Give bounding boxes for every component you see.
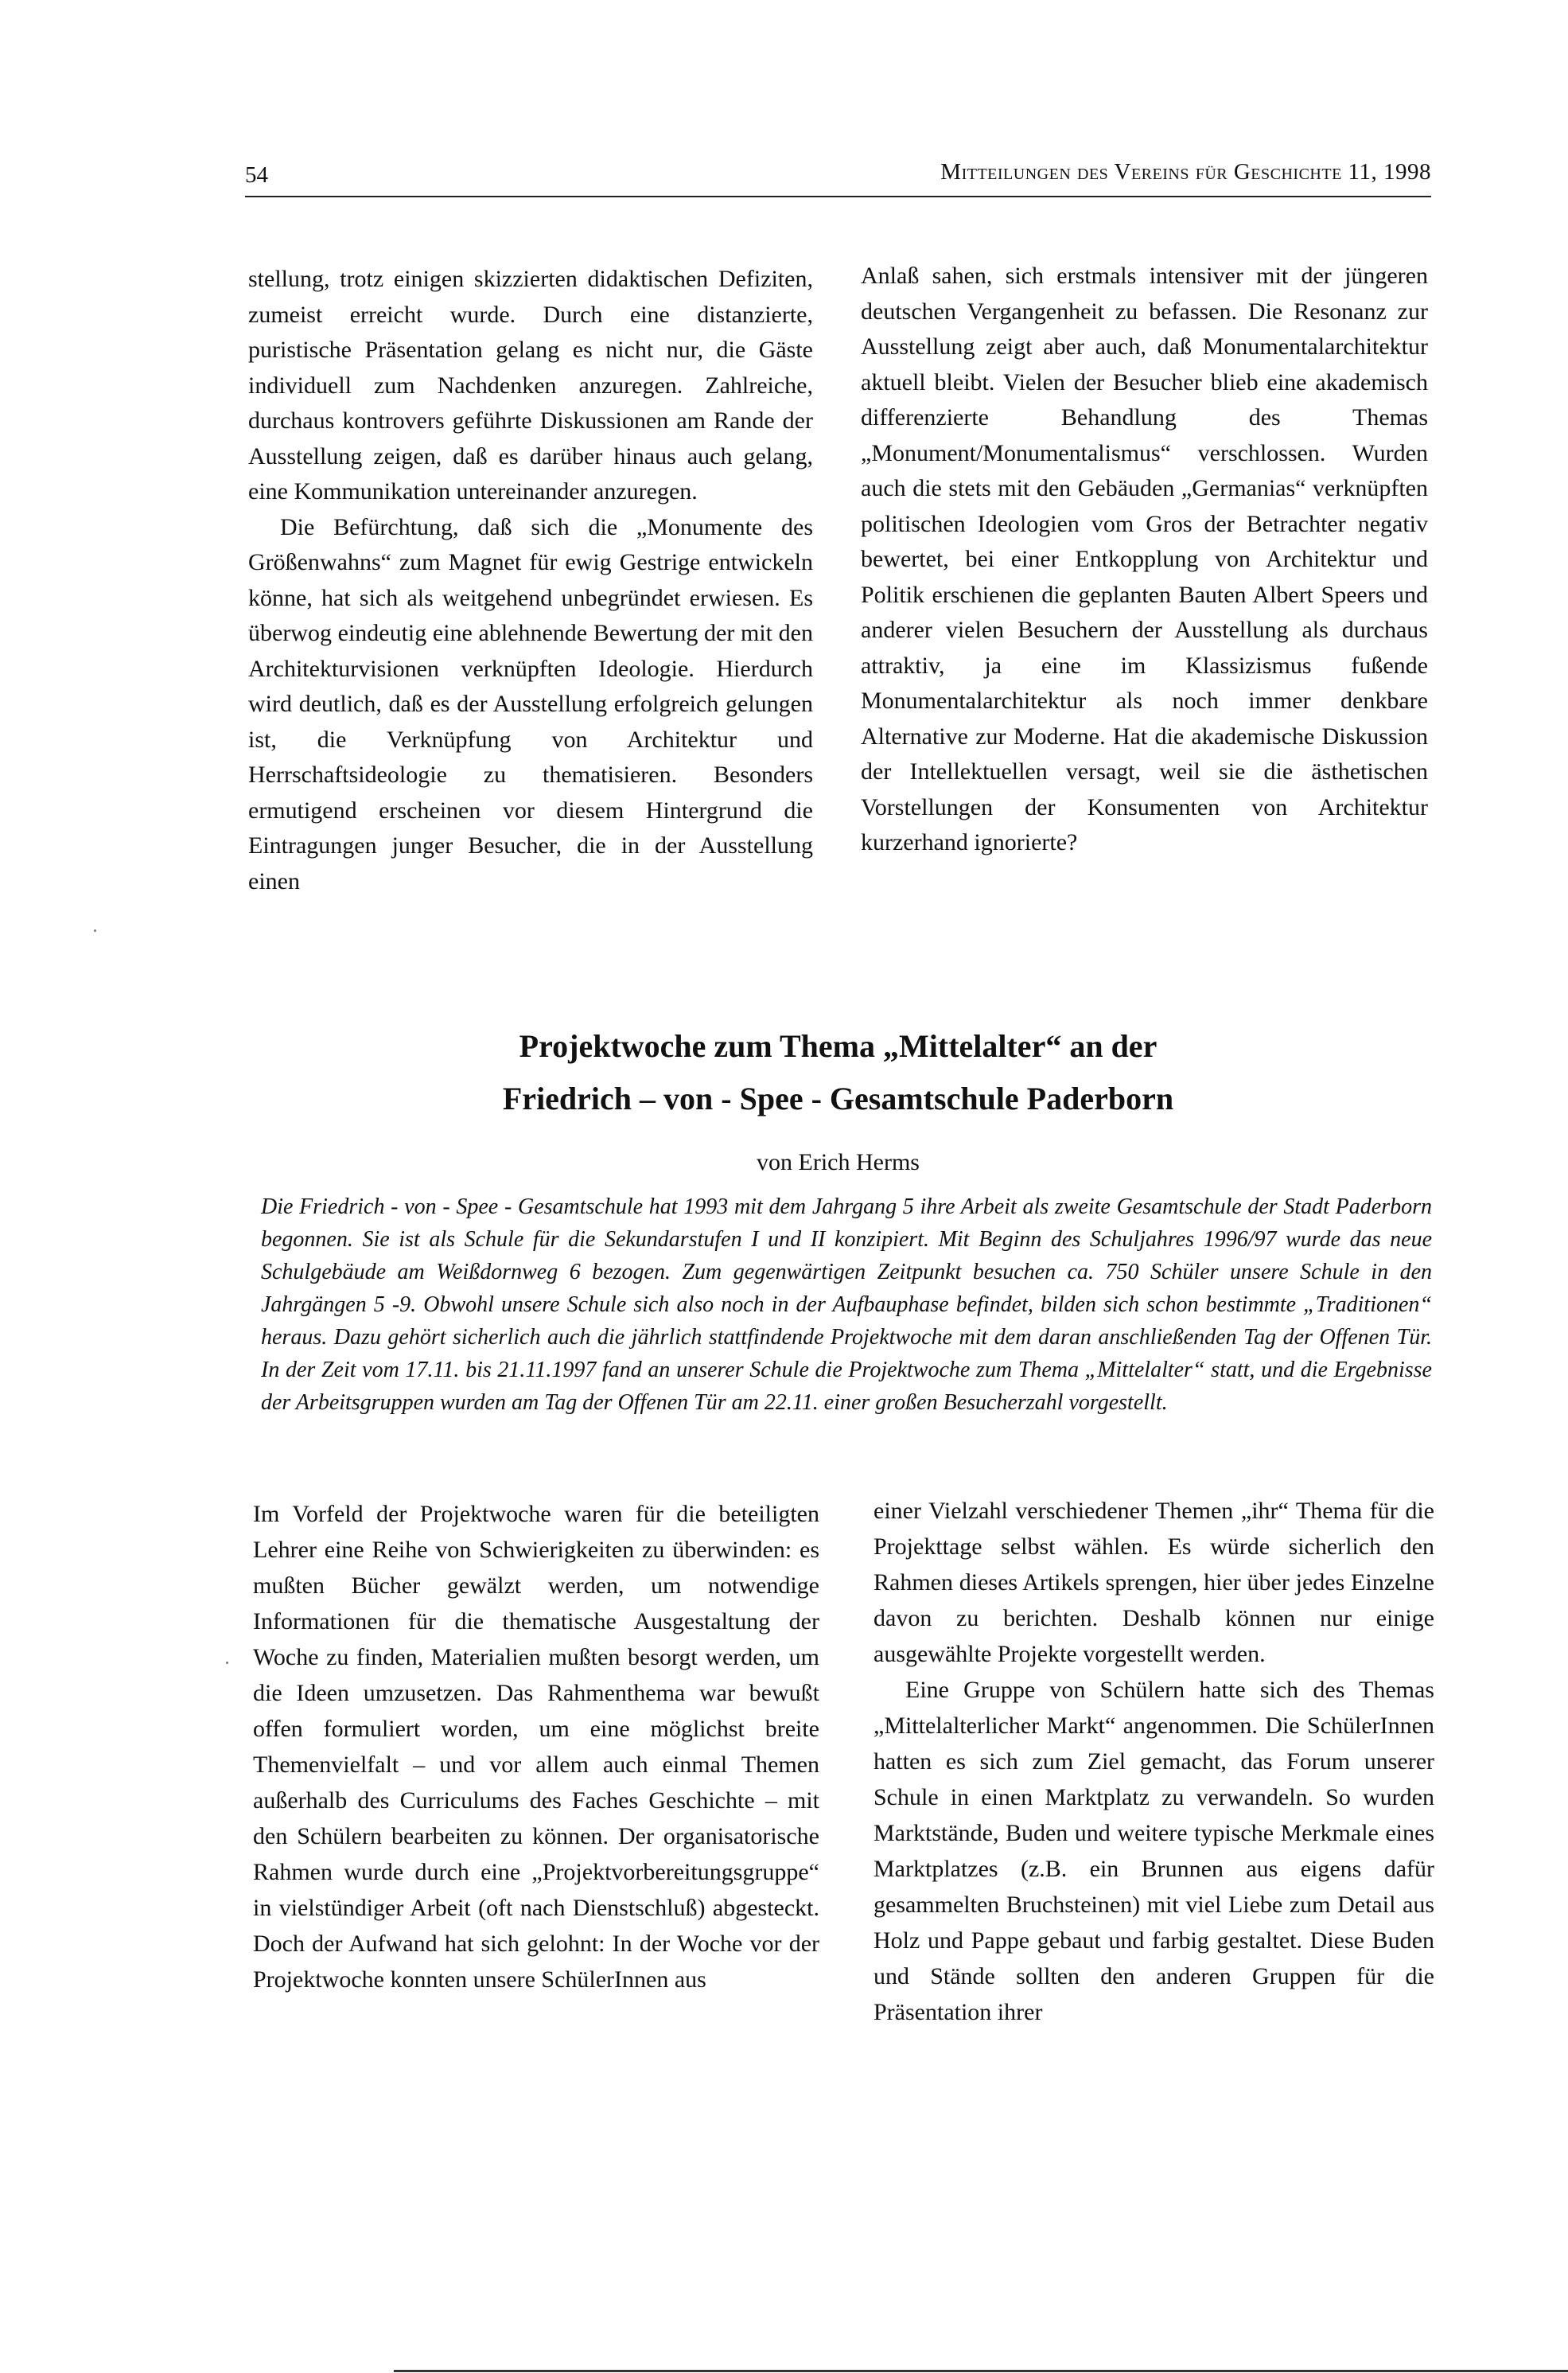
- article-title-line-2: Friedrich – von - Spee - Gesamtschule Paderborn: [502, 1081, 1174, 1116]
- article-author: von Erich Herms: [757, 1149, 920, 1175]
- article-abstract: Die Friedrich - von - Spee - Gesamtschule hat 1993 mit dem Jahrgang 5 ihre Arbeit als zweite Gesamtschule der Stadt Paderborn begonnen. Sie ist als Schule für die Sekundarstufen I und II konzipiert. Mit Beginn des Schuljahres 1996/97 wurde das neue Schulgebäude am Weißdornweg 6 bezogen. Zum gegenwärtigen Zeitpunkt besuchen ca. 750 Schüler unsere Schule in den Jahrgängen 5 -9. Obwohl unsere Schule sich also noch in der Aufbauphase befindet, bilden sich schon bestimmte „Traditionen“ heraus. Dazu gehört sicherlich auch die jährlich stattfindende Projektwoche mit dem daran anschließenden Tag der Offenen Tür. In der Zeit vom 17.11. bis 21.11.1997 fand an unserer Schule die Projektwoche zum Thema „Mittelalter“ statt, und die Ergebnisse der Arbeitsgruppen wurden am Tag der Offenen Tür am 22.11. einer großen Besucherzahl vorgestellt.: [261, 1194, 1432, 1415]
- top-left-column: [248, 262, 813, 899]
- article-right-column: [873, 1493, 1434, 2030]
- page-header: [245, 151, 1431, 197]
- article-left-column: [253, 1496, 819, 1997]
- scan-speck: [94, 929, 96, 932]
- paragraph: Die Befürchtung, daß sich die „Monumente des Größenwahns“ zum Magnet für ewig Gestrige entwickeln könne, hat sich als weitgehend unbegründet erwiesen. Es überwog eindeutig eine ablehnende Bewertung der mit den Architekturvisionen verknüpften Ideologie. Hierdurch wird deutlich, daß es der Ausstellung erfolgreich gelungen ist, die Verknüpfung von Architektur und Herrschaftsideologie zu thematisieren. Besonders ermutigend erscheinen vor diesem Hintergrund die Eintragungen junger Besucher, die in der Ausstellung einen: [248, 513, 813, 894]
- page-number: 54: [245, 162, 268, 188]
- scan-edge-rule: [394, 2370, 1568, 2372]
- paragraph: stellung, trotz einigen skizzierten didaktischen Defiziten, zumeist erreicht wurde. Durch eine distanzierte, puristische Präsentation gelang es nicht nur, die Gäste individuell zum Nachdenken anzuregen. Zahlreiche, durchaus kontrovers geführte Diskussionen am Rande der Ausstellung zeigen, daß es darüber hinaus auch gelang, eine Kommunikation untereinander anzuregen.: [248, 266, 813, 505]
- paragraph: einer Vielzahl verschiedener Themen „ihr“ Thema für die Projekttage selbst wählen. Es würde sicherlich den Rahmen dieses Artikels sprengen, hier über jedes Einzelne davon zu berichten. Deshalb können nur einige ausgewählte Projekte vorgestellt werden.: [873, 1498, 1434, 1667]
- paragraph: Eine Gruppe von Schülern hatte sich des Themas „Mittelalterlicher Markt“ angenommen. Die SchülerInnen hatten es sich zum Ziel gemacht, das Forum unserer Schule in einen Marktplatz zu verwandeln. So wurden Marktstände, Buden und weitere typische Merkmale eines Marktplatzes (z.B. ein Brunnen aus eigens dafür gesammelten Bruchsteinen) mit viel Liebe zum Detail aus Holz und Pappe gebaut und farbig gestaltet. Diese Buden und Stände sollten den anderen Gruppen für die Präsentation ihrer: [873, 1677, 1434, 2025]
- paragraph: Im Vorfeld der Projektwoche waren für die beteiligten Lehrer eine Reihe von Schwierigkeiten zu überwinden: es mußten Bücher gewälzt werden, um notwendige Informationen für die thematische Ausgestaltung der Woche zu finden, Materialien mußten besorgt werden, um die Ideen umzusetzen. Das Rahmenthema war bewußt offen formuliert worden, um eine möglichst breite Themenvielfalt – und vor allem auch einmal Themen außerhalb des Curriculums des Faches Geschichte – mit den Schülern bearbeiten zu können. Der organisatorische Rahmen wurde durch eine „Projektvorbereitungsgruppe“ in vielstündiger Arbeit (oft nach Dienstschluß) abgesteckt. Doch der Aufwand hat sich gelohnt: In der Woche vor der Projektwoche konnten unsere SchülerInnen aus: [253, 1501, 819, 1993]
- article-title-line-1: Projektwoche zum Thema „Mittelalter“ an der: [519, 1028, 1158, 1064]
- paragraph: Anlaß sahen, sich erstmals intensiver mit der jüngeren deutschen Vergangenheit zu befassen. Die Resonanz zur Ausstellung zeigt aber auch, daß Monumentalarchitektur aktuell bleibt. Vielen der Besucher blieb eine akademisch differenzierte Behandlung des Themas „Monument/Monumentalismus“ verschlossen. Wurden auch die stets mit den Gebäuden „Germanias“ verknüpften politischen Ideologien vom Gros der Betrachter negativ bewertet, bei einer Entkopplung von Architektur und Politik erschienen die geplanten Bauten Albert Speers und anderer vielen Besuchern der Ausstellung als durchaus attraktiv, ja eine im Klassizismus fußende Monumentalarchitektur als noch immer denkbare Alternative zur Moderne. Hat die akademische Diskussion der Intellektuellen versagt, weil sie die ästhetischen Vorstellungen der Konsumenten von Architektur kurzerhand ignorierte?: [861, 263, 1428, 855]
- article-title: [245, 1020, 1431, 1125]
- top-right-column: [861, 259, 1428, 861]
- running-head: Mitteilungen des Vereins für Geschichte 11, 1998: [940, 159, 1431, 185]
- scan-speck: [226, 1662, 228, 1664]
